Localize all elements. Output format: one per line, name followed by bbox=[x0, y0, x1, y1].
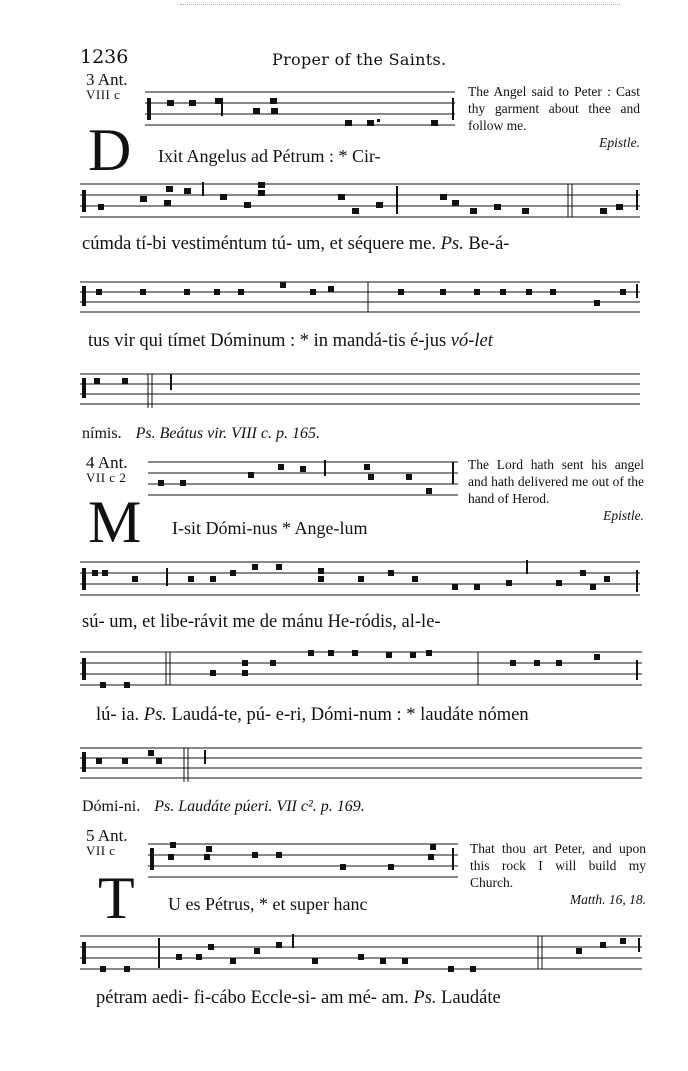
translation-text: That thou art Peter, and upon this rock I will build my Church. bbox=[470, 841, 646, 890]
translation-text: The Angel said to Peter : Cast thy garment about thee and follow me. bbox=[468, 84, 640, 133]
lyric-text: cúmda tí-bi vestiméntum tú- um, et séquere me. bbox=[82, 234, 436, 254]
antiphon-4-label bbox=[86, 455, 128, 485]
staff-2 bbox=[80, 182, 640, 228]
translation-5 bbox=[470, 840, 646, 908]
page-title: Proper of the Saints. bbox=[272, 50, 447, 69]
lyric-line-3 bbox=[88, 331, 493, 352]
antiphon-mode: VIII c bbox=[86, 87, 121, 102]
antiphon-3-label bbox=[86, 72, 128, 102]
lyric-text: Be-á- bbox=[468, 234, 510, 254]
lyric-line-10 bbox=[96, 988, 501, 1009]
lyric-line-1: Ixit Angelus ad Pétrum : * Cir- bbox=[158, 146, 381, 166]
translation-source: Epistle. bbox=[603, 508, 644, 523]
lyric-text: nímis. bbox=[82, 425, 122, 442]
antiphon-number: 4 Ant. bbox=[86, 453, 128, 472]
psalm-reference: Ps. Beátus vir. VIII c. p. 165. bbox=[135, 425, 320, 442]
staff-10 bbox=[80, 934, 642, 978]
initial-letter-t: T bbox=[98, 865, 135, 931]
lyric-line-2 bbox=[82, 234, 509, 255]
antiphon-number: 3 Ant. bbox=[86, 70, 128, 89]
psalm-reference: Ps. Laudáte púeri. VII c². p. 169. bbox=[154, 798, 365, 815]
staff-4 bbox=[80, 372, 640, 412]
lyric-text: Dómi-ni. bbox=[82, 798, 141, 815]
lyric-line-8 bbox=[82, 798, 365, 816]
translation-source: Epistle. bbox=[599, 135, 640, 150]
lyric-text: Laudáte bbox=[441, 988, 501, 1008]
lyric-line-5: I-sit Dómi-nus * Ange-lum bbox=[172, 518, 368, 538]
psalm-marker: Ps. bbox=[143, 705, 167, 725]
antiphon-number: 5 Ant. bbox=[86, 826, 128, 845]
antiphon-5-label bbox=[86, 828, 128, 858]
translation-text: The Lord hath sent his angel and hath delivered me out of the hand of Herod. bbox=[468, 457, 644, 506]
translation-3 bbox=[468, 83, 640, 151]
translation-source: Matth. 16, 18. bbox=[569, 892, 646, 907]
lyric-text: tus vir qui tímet Dóminum : * in mandá-tis é-jus bbox=[88, 331, 447, 351]
staff-1 bbox=[145, 90, 455, 136]
lyric-text: lú- ia. bbox=[96, 705, 140, 725]
lyric-text: pétram aedi- fi-cábo Eccle-si- am mé- am. bbox=[96, 988, 409, 1008]
staff-3 bbox=[80, 280, 640, 320]
lyric-text: Laudá-te, pú- e-ri, Dómi-num : * laudáte nómen bbox=[171, 705, 529, 725]
page-number: 1236 bbox=[80, 46, 129, 68]
antiphon-mode: VII c bbox=[86, 843, 116, 858]
staff-8 bbox=[80, 746, 642, 786]
top-rule bbox=[180, 4, 620, 5]
initial-letter-m: M bbox=[88, 489, 142, 555]
staff-9 bbox=[148, 842, 458, 886]
lyric-line-9: U es Pétrus, * et super hanc bbox=[168, 894, 368, 914]
staff-7 bbox=[80, 650, 642, 694]
staff-5 bbox=[148, 460, 458, 506]
lyric-line-4 bbox=[82, 425, 320, 443]
lyric-line-6: sú- um, et libe-rávit me de mánu He-ródis, al-le- bbox=[82, 612, 441, 632]
antiphon-mode: VII c 2 bbox=[86, 470, 127, 485]
psalm-marker: Ps. bbox=[413, 988, 437, 1008]
psalm-marker: Ps. bbox=[440, 234, 464, 254]
lyric-line-7 bbox=[96, 705, 529, 726]
translation-4 bbox=[468, 456, 644, 524]
staff-6 bbox=[80, 560, 640, 604]
initial-letter-d: D bbox=[88, 117, 132, 183]
lyric-text: vó-let bbox=[450, 331, 493, 351]
